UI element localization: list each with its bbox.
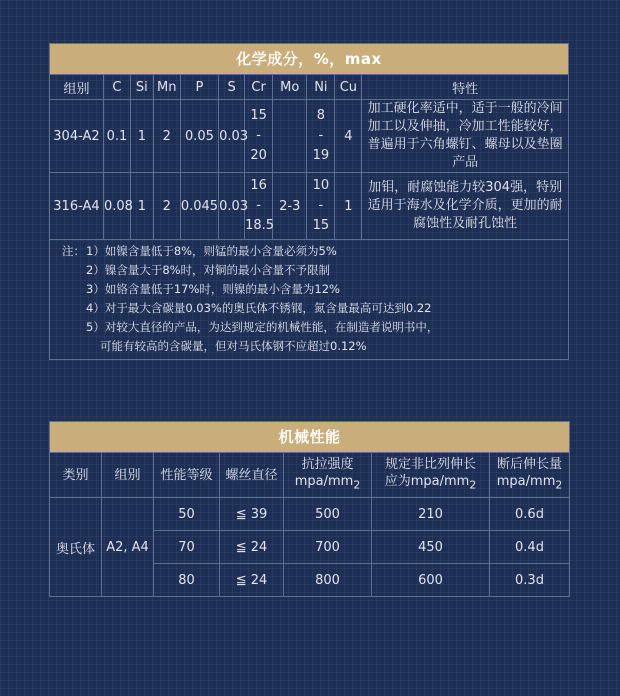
cell-s: 0.03 <box>219 100 245 173</box>
cell-tensile: 500 <box>284 498 372 531</box>
ni-max: 15 <box>312 218 330 233</box>
cell-mn: 2 <box>153 100 180 173</box>
yield-label: 规定非比列伸长 <box>384 457 476 473</box>
cell-p: 0.045 <box>180 173 218 240</box>
cell-yield: 450 <box>372 531 490 564</box>
ni-min: 8 <box>316 108 325 123</box>
header-p: P <box>180 75 218 100</box>
cell-tensile: 700 <box>284 531 372 564</box>
composition-row-304 <box>50 100 569 173</box>
header-ni: Ni <box>307 75 335 100</box>
mechanical-row-50 <box>50 498 570 531</box>
cell-cr <box>245 173 273 240</box>
cell-c: 0.08 <box>103 173 130 240</box>
cell-c: 0.1 <box>103 100 130 173</box>
header-grade: 性能等级 <box>154 453 220 498</box>
note-3: 3）如铬含量低于17%时，则镍的最小含量为12% <box>86 282 340 296</box>
header-cr: Cr <box>245 75 273 100</box>
cell-elongation: 0.3d <box>490 564 570 597</box>
cell-group: 316-A4 <box>50 173 104 240</box>
cell-cu: 1 <box>335 173 362 240</box>
composition-row-316 <box>50 173 569 240</box>
header-tensile <box>284 453 372 498</box>
header-property: 特性 <box>362 75 569 100</box>
tensile-unit: mpa/$mm_2$ <box>294 474 361 492</box>
ni-dash: - <box>318 128 324 143</box>
ni-min: 10 <box>312 178 330 193</box>
yield-unit: 应为mpa/$mm_2$ <box>384 474 477 492</box>
note-5: 5）对较大直径的产品，为达到规定的机械性能，在制造者说明书中， <box>86 320 439 334</box>
header-elongation <box>490 453 570 498</box>
cell-ni <box>307 173 335 240</box>
note-4: 4）对于最大含碳量0.03%的奥氏体不锈钢，氮含量最高可达到0.22 <box>86 301 432 315</box>
cell-grade: 80 <box>154 564 220 597</box>
cell-yield: 210 <box>372 498 490 531</box>
header-c: C <box>103 75 130 100</box>
elongation-unit: mpa/$mm_2$ <box>496 474 563 492</box>
cell-s: 0.03 <box>219 173 245 240</box>
header-mn: Mn <box>153 75 180 100</box>
cr-min: 16 <box>250 178 267 193</box>
cell-thread: ≦ 24 <box>220 531 284 564</box>
cell-elongation: 0.4d <box>490 531 570 564</box>
header-category: 类别 <box>50 453 102 498</box>
header-s: S <box>219 75 245 100</box>
composition-title: 化学成分，%，max <box>50 44 569 75</box>
cell-grade: 50 <box>154 498 220 531</box>
note-1: 1）如镍含量低于8%，则锰的最小含量必须为5% <box>86 244 337 258</box>
header-cu: Cu <box>335 75 362 100</box>
cell-mn: 2 <box>153 173 180 240</box>
cell-cu: 4 <box>335 100 362 173</box>
cr-min: 15 <box>250 108 267 123</box>
cr-dash: - <box>256 198 261 213</box>
ni-dash: - <box>318 198 324 213</box>
chemical-composition-table <box>49 43 569 240</box>
cell-p: 0.05 <box>180 100 218 173</box>
cell-thread: ≦ 24 <box>220 564 284 597</box>
cell-property: 加钼，耐腐蚀能力较304强，特别适用于海水及化学介质，更加的耐腐蚀性及耐孔蚀性 <box>362 173 569 240</box>
elongation-label: 断后伸长量 <box>497 457 563 473</box>
tensile-label: 抗拉强度 <box>301 457 354 473</box>
cr-max: 18.5 <box>245 218 275 233</box>
note-5-continuation: 可能有较高的含碳量，但对马氏体钢不应超过0.12% <box>100 339 367 353</box>
cell-thread: ≦ 39 <box>220 498 284 531</box>
header-yield <box>372 453 490 498</box>
cr-max: 20 <box>250 148 267 163</box>
cell-si: 1 <box>130 173 153 240</box>
cell-property: 加工硬化率适中，适于一般的冷间加工以及伸抽，冷加工性能较好，普遍用于六角螺钉、螺母以及垫圈产品 <box>362 100 569 173</box>
notes-prefix: 注： <box>62 244 85 258</box>
cell-group: 304-A2 <box>50 100 104 173</box>
header-group: 组别 <box>102 453 154 498</box>
cell-cr <box>245 100 273 173</box>
header-group: 组别 <box>50 75 104 100</box>
cell-si: 1 <box>130 100 153 173</box>
cell-yield: 600 <box>372 564 490 597</box>
note-2: 2）镍含量大于8%时，对铜的最小含量不予限制 <box>86 263 331 277</box>
composition-header-row <box>50 75 569 100</box>
cell-mo <box>273 100 307 173</box>
cell-ni <box>307 100 335 173</box>
header-mo: Mo <box>273 75 307 100</box>
mechanical-title: 机械性能 <box>50 422 570 453</box>
cell-group: A2, A4 <box>102 498 154 597</box>
header-thread: 螺丝直径 <box>220 453 284 498</box>
cr-dash: - <box>256 128 261 143</box>
header-si: Si <box>130 75 153 100</box>
cell-grade: 70 <box>154 531 220 564</box>
composition-notes <box>49 232 569 360</box>
mechanical-header-row <box>50 453 570 498</box>
cell-elongation: 0.6d <box>490 498 570 531</box>
cell-mo: 2-3 <box>273 173 307 240</box>
mechanical-properties-table <box>49 421 570 597</box>
ni-max: 19 <box>312 148 330 163</box>
cell-tensile: 800 <box>284 564 372 597</box>
cell-category: 奥氏体 <box>50 498 102 597</box>
